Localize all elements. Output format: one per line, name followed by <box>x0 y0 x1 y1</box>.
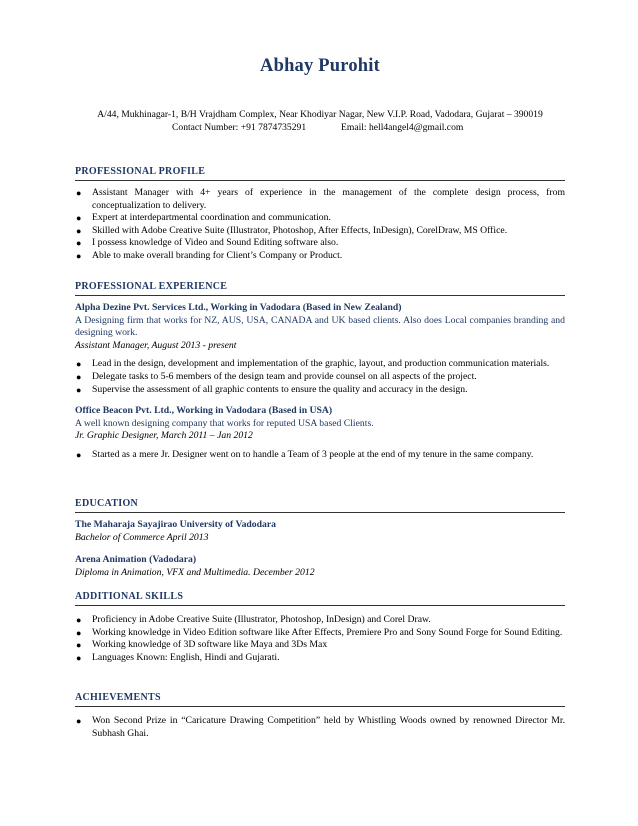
education-section <box>75 497 565 579</box>
skills-section <box>75 590 565 664</box>
bullet-icon: ● <box>76 615 82 625</box>
job-description: A well known designing company that works for reputed USA based Clients. <box>75 417 374 429</box>
profile-section <box>75 165 565 263</box>
list-item: ● Proficiency in Adobe Creative Suite (Illustrator, Photoshop, InDesign) and Corel Draw. <box>76 614 431 625</box>
list-item: ● Expert at interdepartmental coordination and communication. <box>76 212 331 224</box>
list-item: ● Working knowledge in Video Edition software like After Effects, Premiere Pro and Sony Sound Forge for Sound Editing. <box>76 626 563 638</box>
institution-name: The Maharaja Sayajirao University of Vadodara <box>75 519 277 530</box>
experience-heading: PROFESSIONAL EXPERIENCE <box>75 280 565 296</box>
candidate-name: Abhay Purohit <box>260 56 380 76</box>
profile-list <box>75 187 565 263</box>
bullet-icon: ● <box>76 627 82 638</box>
bullet-icon: ● <box>76 384 82 395</box>
achievements-list <box>75 715 565 740</box>
list-item: ● Delegate tasks to 5-6 members of the design team and provide counsel on all aspects of the project. <box>76 370 477 382</box>
bullet-icon: ● <box>76 371 82 382</box>
job-role: Assistant Manager, August 2013 - present <box>75 339 237 351</box>
bullet-icon: ● <box>76 640 82 651</box>
bullet-icon: ● <box>76 188 82 198</box>
list-item: ● Working knowledge of 3D software like Maya and 3Ds Max <box>76 639 328 651</box>
education-heading: EDUCATION <box>75 497 565 513</box>
list-item: ● Skilled with Adobe Creative Suite (Illustrator, Photoshop, After Effects, InDesign), CorelDraw, MS Office. <box>76 224 508 236</box>
degree-detail: Diploma in Animation, VFX and Multimedia. December 2012 <box>75 566 315 578</box>
job-company: Alpha Dezine Pvt. Services Ltd., Working in Vadodara (Based in New Zealand) <box>75 302 402 313</box>
list-item: ● Assistant Manager with 4+ years of experience in the management of the complete design process, from conceptualization to delivery. <box>76 187 565 211</box>
skills-heading: ADDITIONAL SKILLS <box>75 590 565 606</box>
job-duties <box>75 449 565 462</box>
bullet-icon: ● <box>76 238 82 249</box>
job-entry <box>75 405 565 461</box>
list-item: ● I possess knowledge of Video and Sound Editing software also. <box>76 237 339 249</box>
email-address: Email: hell4angel4@gmail.com <box>341 122 464 133</box>
list-item: ● Lead in the design, development and implementation of the graphic, layout, and production communication materials. <box>76 358 550 370</box>
experience-section <box>75 280 565 462</box>
job-role: Jr. Graphic Designer, March 2011 – Jan 2012 <box>75 430 253 442</box>
list-item: ● Started as a mere Jr. Designer went on to handle a Team of 3 people at the end of my tenure in the same company. <box>76 448 534 460</box>
list-item: ● Supervise the assessment of all graphic contents to ensure the quality and accuracy in the design. <box>76 383 468 395</box>
education-entry <box>75 554 565 579</box>
bullet-icon: ● <box>76 449 82 460</box>
address-line: A/44, Mukhinagar-1, B/H Vrajdham Complex, Near Khodiyar Nagar, New V.I.P. Road, Vadodara, Gujarat – 390019 <box>97 109 543 120</box>
job-description: A Designing firm that works for NZ, AUS, USA, CANADA and UK based clients. Also does Local companies branding and designing work. <box>75 314 565 339</box>
degree-detail: Bachelor of Commerce April 2013 <box>75 531 209 543</box>
achievements-section <box>75 691 565 740</box>
achievements-heading: ACHIEVEMENTS <box>75 691 565 707</box>
skills-list <box>75 614 565 664</box>
bullet-icon: ● <box>76 652 82 663</box>
list-item: ● Languages Known: English, Hindi and Gujarati. <box>76 651 280 663</box>
job-company: Office Beacon Pvt. Ltd., Working in Vadodara (Based in USA) <box>75 405 333 417</box>
job-duties <box>75 358 565 396</box>
education-entry <box>75 519 565 544</box>
bullet-icon: ● <box>76 225 82 236</box>
bullet-icon: ● <box>76 250 82 261</box>
phone-number: Contact Number: +91 7874735291 <box>172 122 307 133</box>
institution-name: Arena Animation (Vadodara) <box>75 554 197 566</box>
bullet-icon: ● <box>76 213 82 224</box>
job-entry <box>75 302 565 396</box>
bullet-icon: ● <box>76 716 82 726</box>
list-item: ● Won Second Prize in “Caricature Drawing Competition” held by Whistling Woods owned by renowned Director Mr. Subhash Ghai. <box>76 715 565 739</box>
list-item: ● Able to make overall branding for Client’s Company or Product. <box>76 249 343 261</box>
bullet-icon: ● <box>76 359 82 370</box>
profile-heading: PROFESSIONAL PROFILE <box>75 165 565 181</box>
